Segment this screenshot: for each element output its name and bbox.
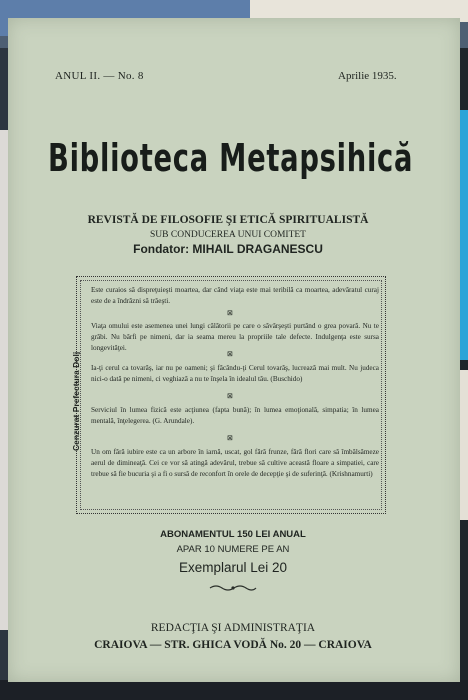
- magazine-subtitle: REVISTĂ DE FILOSOFIE ŞI ETICĂ SPIRITUALISTĂ: [87, 214, 369, 226]
- issue-number: ANUL II. — No. 8: [55, 70, 144, 82]
- editorial-office: REDACŢIA ŞI ADMINISTRAŢIA: [150, 622, 316, 634]
- quotes-frame: [71, 276, 386, 514]
- separator-ornament: ⊠: [227, 309, 233, 317]
- quote-3: Ia-ţi cerul ca tovarăş, iar nu pe oameni; şi făcându-ţi Cerul tovarăş, lucrează mai mult. Nu judeca nici-o dată pe nimeni, ci veghiază a nu te înşela în idealul tău. (Buschido): [91, 364, 379, 383]
- magazine-cover: [8, 18, 460, 682]
- separator-ornament: ⊠: [227, 350, 233, 358]
- copy-price: Exemplarul Lei 20: [178, 560, 288, 575]
- quote-5: Un om fără iubire este ca un arbore în iarnă, uscat, gol fără frunze, fără flori care să îmbălsămeze aerul de dimineaţă. Cei ce vor să atingă adevărul, trebue să cultive această floare a simpatiei, care trebue să fie bucuria şi a fi o sursă de reconfort în orele de decepţie şi de suferinţă. (Krishnamurti): [91, 448, 379, 478]
- quote-1: Este curaios să dispreţuieşti moartea, dar când viaţa este mai teribilă ca moartea, adevăratul curaj este de a îndrăzni să trăeşti.: [91, 286, 379, 305]
- separator-ornament: ⊠: [227, 392, 233, 400]
- separator-ornament: ⊠: [227, 434, 233, 442]
- publication-frequency: APAR 10 NUMERE PE AN: [176, 544, 290, 555]
- background-bottom: [0, 680, 468, 700]
- issue-date: Aprilie 1935.: [338, 70, 397, 82]
- quote-2: Viaţa omului este asemenea unei lungi călătorii pe care o săvârşeşti purtând o grea povară. Nu te grăbi. Nu bârfi pe nimeni, dar ia seama mereu la propriile tale defecte. Indulgenţa este sursa longevităţei.: [91, 322, 379, 352]
- subscription-price: ABONAMENTUL 150 LEI ANUAL: [160, 529, 306, 540]
- quote-4: Serviciul în lumea fizică este acţiunea (fapta bună); în lumea emoţională, simpatia; în lumea mentală, înţelegerea. (G. Arundale).: [91, 406, 379, 425]
- founder-line: Fondator: MIHAIL DRAGANESCU: [133, 242, 323, 256]
- committee-line: SUB CONDUCEREA UNUI COMITET: [150, 230, 306, 240]
- censorship-stamp: Cenzurat Prefectura Dolj: [71, 351, 81, 451]
- magazine-title: Biblioteca Metapsihică: [48, 136, 414, 180]
- office-address: CRAIOVA — STR. GHICA VODĂ No. 20 — CRAIOVA: [94, 639, 372, 651]
- ornament-icon: [208, 584, 258, 592]
